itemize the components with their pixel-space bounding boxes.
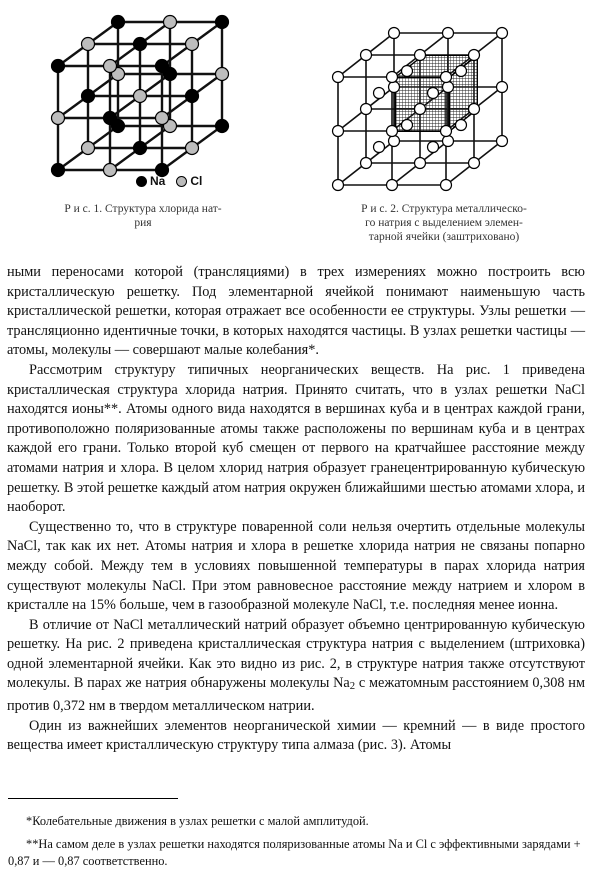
footnote: **На самом деле в узлах решетки находятся поляризованные атомы Na и Cl с эффективными зарядами + 0,87 и — 0,87 соответственно.: [8, 837, 581, 868]
cl-atom: [156, 112, 169, 125]
figure-sodium-structure: [318, 0, 570, 244]
paragraph-part: В отличие от NaCl металлический натрий образует объемно центрированную кубическую решетку. На рис. 2 приведена кристаллическая структура натрия с выделением (штриховка) одной элементарной ячейки. Как это видно из рис. 2, в структуре натрия также отсутствуют молекулы. В парах же натрия обнаружены молекулы Na: [7, 616, 585, 692]
cl-atom: [164, 16, 177, 29]
figure-nacl-structure: [28, 0, 258, 230]
na-atom: [112, 16, 125, 29]
na-atom: [497, 28, 508, 39]
legend-cl-label: Cl: [190, 174, 203, 188]
cl-atom: [134, 90, 147, 103]
cl-atom: [104, 164, 117, 177]
na-atom: [82, 90, 95, 103]
na-atom: [387, 126, 398, 137]
cl-atom: [82, 38, 95, 51]
paragraph-part: с межатомным расстоянием 0,308 нм против 0,372 нм в твердом металлическом натрии.: [7, 675, 585, 715]
na-atom: [216, 16, 229, 29]
na-atom: [415, 158, 426, 169]
body-text: [7, 263, 585, 756]
cl-atom-icon: [176, 176, 187, 187]
sodium-lattice-diagram: [318, 0, 570, 200]
cl-atom: [82, 142, 95, 155]
na-atom: [443, 28, 454, 39]
na-atom-center: [456, 66, 467, 77]
na-atom: [134, 142, 147, 155]
na-atom-center: [428, 142, 439, 153]
na-atom: [415, 104, 426, 115]
na-atom: [389, 136, 400, 147]
figure1-legend: [136, 174, 202, 188]
na-atom: [387, 72, 398, 83]
na-atom: [186, 90, 199, 103]
na-atom: [441, 180, 452, 191]
cl-atom: [52, 112, 65, 125]
na-atom: [441, 126, 452, 137]
figure1-caption-line: рия: [134, 217, 152, 229]
figure1-caption-line: Р и с. 1. Структура хлорида нат-: [64, 203, 222, 215]
na-atom-center: [456, 120, 467, 131]
na-atom: [469, 158, 480, 169]
na-atom-center: [402, 120, 413, 131]
na-atom-center: [428, 88, 439, 99]
na-atom: [134, 38, 147, 51]
na-atom-center: [402, 66, 413, 77]
na-atom: [497, 82, 508, 93]
cl-atom: [104, 60, 117, 73]
paragraph: Один из важнейших элементов неорганической химии — кремний — в виде простого вещества имеет кристаллическую структуру типа алмаза (рис. 3). Атомы: [7, 717, 585, 754]
subscript: 2: [349, 680, 356, 693]
cl-atom: [216, 68, 229, 81]
na-atom: [52, 60, 65, 73]
nacl-lattice-diagram: [28, 0, 258, 200]
footnote-rule: [8, 798, 178, 799]
na-atom: [387, 180, 398, 191]
cl-atom: [186, 142, 199, 155]
na-atom-icon: [136, 176, 147, 187]
na-atom: [361, 104, 372, 115]
na-atom: [216, 120, 229, 133]
paragraph: [7, 616, 585, 717]
na-atom: [415, 50, 426, 61]
figure2-caption-line: Р и с. 2. Структура металлическо-: [361, 203, 527, 215]
paragraph: ными переносами которой (трансляциями) в трех измерениях можно построить всю кристаллическую решетку. Под элементарной ячейкой понимают наименьшую часть кристаллической решетки, которая отражает все особенности ее структуры. Узлы решетки — трансляционно идентичные точки, в которых находятся частицы. В узлах решетки частицы — атомы, молекулы — совершают малые колебания*.: [7, 264, 585, 359]
na-atom: [333, 180, 344, 191]
figure1-caption: [28, 202, 258, 230]
na-atom: [389, 82, 400, 93]
na-atom: [441, 72, 452, 83]
figure2-caption: [318, 202, 570, 244]
na-atom: [469, 104, 480, 115]
footnotes: [8, 798, 583, 876]
figure2-caption-line: тарной ячейки (заштриховано): [368, 231, 520, 243]
figure2-caption-line: го натрия с выделением элемен-: [365, 217, 523, 229]
na-atom: [361, 50, 372, 61]
na-atom: [469, 50, 480, 61]
na-atom: [104, 112, 117, 125]
na-atom: [497, 136, 508, 147]
na-atom: [333, 126, 344, 137]
na-atom: [52, 164, 65, 177]
footnote: *Колебательные движения в узлах решетки с малой амплитудой.: [26, 814, 369, 828]
na-atom: [443, 136, 454, 147]
na-atom: [443, 82, 454, 93]
na-atom-center: [374, 88, 385, 99]
na-atom: [389, 28, 400, 39]
cl-atom: [186, 38, 199, 51]
paragraph: Существенно то, что в структуре поваренной соли нельзя очертить отдельные молекулы NaCl, так как их нет. Атомы натрия и хлора в решетке хлорида натрия не связаны попарно между собой. Между тем в условиях повышенной температуры в парах хлорида натрия существуют молекулы NaCl. При этом равновесное расстояние между натрием и хлором в кристалле на 15% больше, чем в газообразной молекуле NaCl, т.е. последняя менее ионна.: [7, 518, 585, 614]
na-atom: [156, 60, 169, 73]
na-atom: [361, 158, 372, 169]
paragraph: Рассмотрим структуру типичных неорганических веществ. На рис. 1 приведена кристаллическая структура хлорида натрия. Принято считать, что в узлах решетки NaCl находятся ионы**. Атомы одного вида находятся в вершинах куба и в центрах каждой грани, противоположно поляризованные атомы также расположены по вершинам куба и в центрах каждой его грани. Только второй куб смещен от первого на кратчайшее расстояние между атомами натрия и хлора. В целом хлорид натрия образует гранецентрированную кубическую решетку. В этой решетке каждый атом натрия окружен ближайшими шестью атомами хлора, и наоборот.: [7, 361, 585, 516]
legend-na-label: Na: [150, 174, 166, 188]
na-atom: [333, 72, 344, 83]
na-atom-center: [374, 142, 385, 153]
